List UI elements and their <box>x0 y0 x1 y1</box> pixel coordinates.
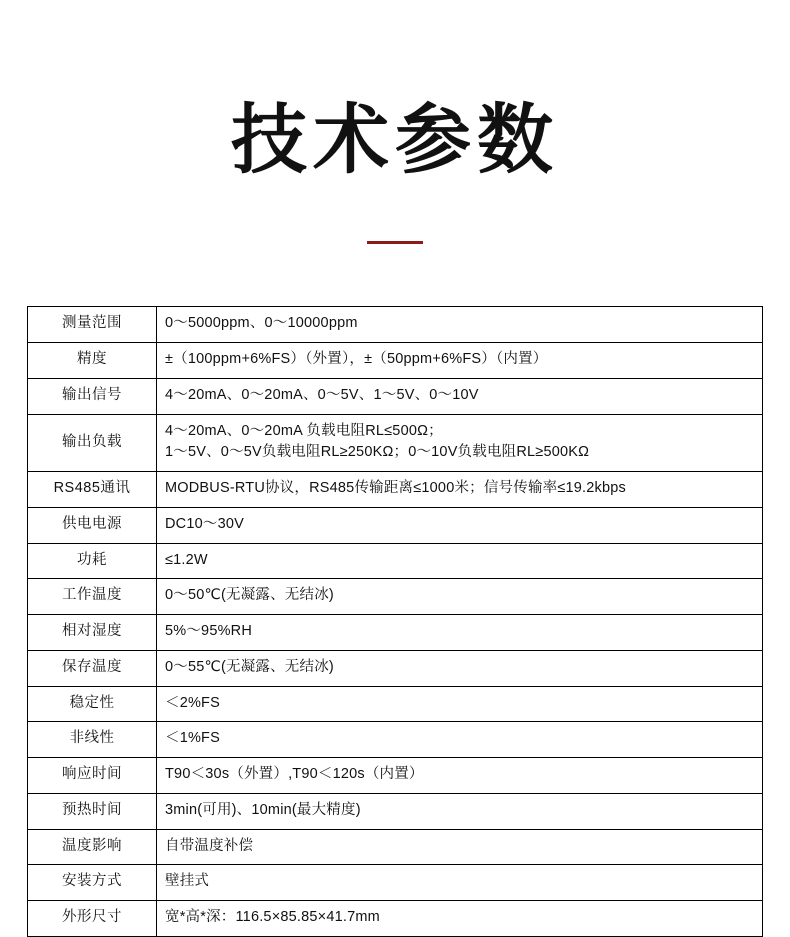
table-row <box>28 829 763 865</box>
technical-specifications-table <box>27 306 763 937</box>
spec-label-cell: 非线性 <box>28 722 157 758</box>
spec-label-cell: 稳定性 <box>28 686 157 722</box>
spec-label-cell: 安装方式 <box>28 865 157 901</box>
spec-value-cell <box>157 901 763 937</box>
spec-value-cell <box>157 758 763 794</box>
spec-value-line: 5%～95%RH <box>165 623 253 640</box>
table-row <box>28 378 763 414</box>
table-row <box>28 865 763 901</box>
spec-value-cell <box>157 793 763 829</box>
spec-value-cell <box>157 543 763 579</box>
table-row <box>28 507 763 543</box>
spec-value-line: ≤1.2W <box>165 551 208 568</box>
spec-table-container <box>27 306 763 937</box>
spec-value-line: 3min(可用)、10min(最大精度) <box>165 801 361 818</box>
spec-label-cell: 功耗 <box>28 543 157 579</box>
table-row <box>28 579 763 615</box>
spec-value-cell <box>157 507 763 543</box>
spec-value-line: 0～55℃(无凝露、无结冰) <box>165 658 334 675</box>
spec-value-line: MODBUS-RTU协议，RS485传输距离≤1000米；信号传输率≤19.2kbps <box>165 480 626 497</box>
spec-value-line: 1～5V、0～5V负载电阻RL≥250KΩ；0～10V负载电阻RL≥500KΩ <box>165 444 590 461</box>
table-row <box>28 901 763 937</box>
spec-label-cell: 输出负载 <box>28 414 157 472</box>
page-title: 技术参数 <box>231 95 559 184</box>
table-row <box>28 307 763 343</box>
table-row <box>28 722 763 758</box>
spec-value-line: ＜1%FS <box>165 730 220 747</box>
spec-value-cell <box>157 722 763 758</box>
spec-value-line: ＜2%FS <box>165 694 220 711</box>
title-block <box>0 0 790 244</box>
spec-value-line: DC10～30V <box>165 515 244 532</box>
title-divider <box>367 241 423 244</box>
spec-value-line: 4～20mA、0～20mA、0～5V、1～5V、0～10V <box>165 386 479 403</box>
spec-value-cell <box>157 829 763 865</box>
spec-label-cell: RS485通讯 <box>28 472 157 508</box>
table-row <box>28 793 763 829</box>
spec-label-cell: 预热时间 <box>28 793 157 829</box>
spec-label-cell: 相对湿度 <box>28 615 157 651</box>
spec-value-line: 0～5000ppm、0～10000ppm <box>165 315 358 332</box>
spec-value-cell <box>157 650 763 686</box>
spec-label-cell: 供电电源 <box>28 507 157 543</box>
spec-label-cell: 保存温度 <box>28 650 157 686</box>
spec-value-cell <box>157 615 763 651</box>
spec-label-cell: 测量范围 <box>28 307 157 343</box>
spec-value-cell <box>157 414 763 472</box>
spec-table-body <box>28 307 763 937</box>
spec-label-cell: 精度 <box>28 343 157 379</box>
table-row <box>28 414 763 472</box>
spec-value-cell <box>157 378 763 414</box>
spec-value-cell <box>157 472 763 508</box>
table-row <box>28 472 763 508</box>
spec-value-cell <box>157 307 763 343</box>
spec-label-cell: 工作温度 <box>28 579 157 615</box>
spec-label-cell: 输出信号 <box>28 378 157 414</box>
spec-value-line: 自带温度补偿 <box>165 837 254 854</box>
table-row <box>28 343 763 379</box>
spec-value-line: 4～20mA、0～20mA 负载电阻RL≤500Ω； <box>165 422 443 439</box>
spec-value-cell <box>157 343 763 379</box>
table-row <box>28 758 763 794</box>
spec-value-cell <box>157 686 763 722</box>
table-row <box>28 650 763 686</box>
spec-label-cell: 外形尺寸 <box>28 901 157 937</box>
table-row <box>28 543 763 579</box>
spec-value-line: ±（100ppm+6%FS）（外置），±（50ppm+6%FS）（内置） <box>165 351 548 368</box>
spec-value-line: 宽*高*深：116.5×85.85×41.7mm <box>165 909 380 926</box>
table-row <box>28 615 763 651</box>
spec-label-cell: 温度影响 <box>28 829 157 865</box>
table-row <box>28 686 763 722</box>
spec-value-line: T90＜30s（外置）,T90＜120s（内置） <box>165 766 424 783</box>
spec-value-cell <box>157 865 763 901</box>
spec-value-cell <box>157 579 763 615</box>
spec-value-line: 壁挂式 <box>165 873 210 890</box>
spec-value-line: 0～50℃(无凝露、无结冰) <box>165 587 334 604</box>
spec-label-cell: 响应时间 <box>28 758 157 794</box>
